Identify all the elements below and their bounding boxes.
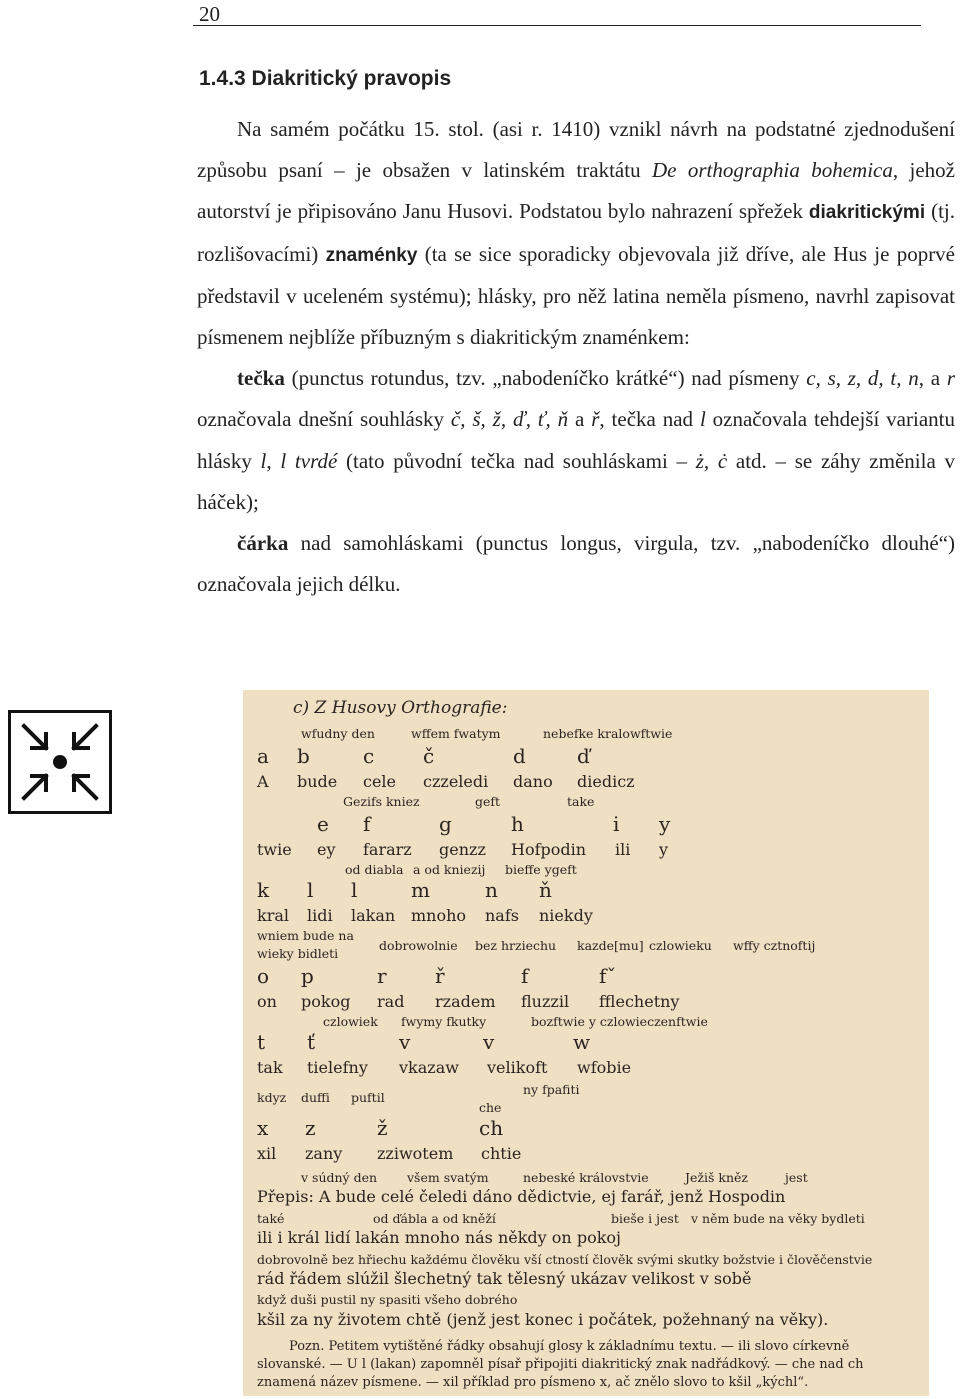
letter: fˇ — [599, 964, 617, 988]
gloss: take — [567, 794, 595, 809]
letter: g — [439, 812, 452, 836]
word: niekdy — [539, 906, 593, 925]
transcript-gloss: v súdný den — [301, 1170, 378, 1185]
gloss: puftil — [351, 1090, 385, 1105]
body-text — [197, 109, 955, 605]
letter: ť — [307, 1030, 316, 1054]
letter: z — [305, 1116, 316, 1140]
word: tak — [257, 1058, 283, 1077]
letter: n — [485, 878, 498, 902]
gloss: duffi — [301, 1090, 330, 1105]
letter: o — [257, 964, 270, 988]
letter: l — [351, 878, 358, 902]
transcript-gloss: nebeské královstvie — [523, 1170, 649, 1185]
transcript-gloss: v něm bude na věky bydleti — [691, 1211, 865, 1226]
word: bude — [297, 772, 338, 791]
letter: c — [363, 744, 375, 768]
word: zziwotem — [377, 1144, 454, 1163]
transcript-gloss: Ježiš kněz — [685, 1170, 748, 1185]
word: lidi — [307, 906, 333, 925]
gloss: czlowiek — [323, 1014, 378, 1029]
transcript-gloss: když duši pustil ny spasiti všeho dobrého — [257, 1292, 518, 1307]
transcript-line: Přepis: A bude celé čeledi dáno dědictvie, ej farář, jenž Hospodin — [257, 1187, 786, 1206]
gloss: kazde[mu] — [577, 938, 644, 953]
word: fararz — [363, 840, 412, 859]
paragraph-intro: Na samém počátku 15. stol. (asi r. 1410) vznikl návrh na podstatné zjednodušení způsobu psaní – je obsažen v latinském traktátu De orthographia bohemica, jehož autorství je připisováno Janu Husovi. Podstatou bylo nahrazení spřežek diakritickými (tj. rozlišovacími) znaménky (ta se sice sporadicky objevovala již dříve, ale Hus je poprvé představil v uceleném systému); hlásky, pro něž latina neměla písmeno, navrhl zapisovat písmenem nejblíže příbuzným s diakritickým znaménkem: — [197, 117, 956, 350]
word: cele — [363, 772, 397, 791]
word: ili — [615, 840, 631, 859]
letter: x — [257, 1116, 269, 1140]
gloss: bozftwie y czlowieczenftwie — [531, 1014, 708, 1029]
gloss: nebefke kralowftwie — [543, 726, 673, 741]
transcript-line: rád řádem slúžil šlechetný tak tělesný ukázav velikost v sobě — [257, 1269, 752, 1288]
word: dano — [513, 772, 553, 791]
word: zany — [305, 1144, 343, 1163]
paragraph-carka: čárka nad samohláskami (punctus longus, virgula, tzv. „nabodeníčko dlouhé“) označovala jejich délku. — [197, 531, 955, 597]
scan-note: Pozn. Petitem vytištěné řádky obsahují glosy k základnímu textu. — ili slovo církevně — [289, 1339, 850, 1354]
word: rzadem — [435, 992, 496, 1011]
scan-note: slovanské. — U l (lakan) zapomněl písař připojiti diakritický znak nadřádkový. — che nad ch — [257, 1357, 864, 1372]
letter: ř — [435, 964, 445, 988]
letter: ž — [377, 1116, 388, 1140]
word: pokog — [301, 992, 351, 1011]
word: twie — [257, 840, 292, 859]
word: kral — [257, 906, 289, 925]
transcript-gloss: od ďábla a od kněží — [373, 1211, 496, 1226]
gloss: wffy cztnoftij — [733, 938, 816, 953]
word: fflechetny — [599, 992, 680, 1011]
gloss: wffem fwatym — [411, 726, 501, 741]
letter: k — [257, 878, 270, 902]
word: wfobie — [577, 1058, 632, 1077]
word: on — [257, 992, 277, 1011]
transcript-line: kšil za ny životem chtě (jenž jest konec i počátek, požehnaný na věky). — [257, 1310, 829, 1329]
letter: m — [411, 878, 430, 902]
gloss: od diabla — [345, 862, 404, 877]
orthographia-scan — [243, 690, 929, 1396]
word: chtie — [481, 1144, 522, 1163]
letter: v — [483, 1030, 495, 1054]
gloss: geft — [475, 794, 501, 809]
transcript-gloss: jest — [785, 1170, 808, 1185]
letter: y — [659, 812, 671, 836]
word: rad — [377, 992, 405, 1011]
gloss: wniem bude na — [257, 928, 354, 943]
letter: f — [521, 964, 529, 988]
letter: d — [513, 744, 526, 768]
header-rule — [193, 25, 921, 26]
transcript-gloss: také — [257, 1211, 285, 1226]
letter: e — [317, 812, 329, 836]
gloss: a od kniezij — [413, 862, 486, 877]
word: diedicz — [577, 772, 635, 791]
gloss: che — [479, 1100, 502, 1115]
gloss: bieffe ygeft — [505, 862, 577, 877]
word: lakan — [351, 906, 396, 925]
letter: ch — [479, 1116, 504, 1140]
word: fluzzil — [521, 992, 570, 1011]
word: A — [257, 772, 269, 791]
transcript-gloss: všem svatým — [407, 1170, 489, 1185]
gloss: dobrowolnie — [379, 938, 458, 953]
letter: ď — [577, 744, 590, 768]
page-number: 20 — [199, 2, 220, 26]
letter: p — [301, 964, 314, 988]
transcript-gloss: dobrovolně bez hřiechu každému člověku vší ctností člověk svými skutky božstvie i člověčenstvie — [257, 1252, 873, 1267]
word: czzeledi — [423, 772, 489, 791]
shrink-arrows-icon — [8, 710, 112, 814]
letter: t — [257, 1030, 266, 1054]
gloss: kdyz — [257, 1090, 287, 1105]
word: velikoft — [487, 1058, 548, 1077]
letter: č — [423, 744, 435, 768]
gloss: Gezifs kniez — [343, 794, 420, 809]
word: vkazaw — [399, 1058, 459, 1077]
word: ey — [317, 840, 336, 859]
scan-note: znamená název písmene. — xil příklad pro písmeno x, ač znělo slovo to kšil „kýchl“. — [257, 1375, 809, 1390]
scan-title: c) Z Husovy Orthografie: — [293, 698, 508, 718]
gloss: bez hrziechu — [475, 938, 557, 953]
word: y — [659, 840, 669, 859]
transcript-gloss: bieše i jest — [611, 1211, 679, 1226]
word: nafs — [485, 906, 519, 925]
word: genzz — [439, 840, 486, 859]
letter: b — [297, 744, 310, 768]
gloss: wfudny den — [301, 726, 375, 741]
gloss: ny fpafiti — [523, 1082, 580, 1097]
letter: a — [257, 744, 269, 768]
letter: r — [377, 964, 387, 988]
word: mnoho — [411, 906, 467, 925]
letter: f — [363, 812, 371, 836]
letter: l — [307, 878, 314, 902]
paragraph-tecka: tečka (punctus rotundus, tzv. „nabodeníčko krátké“) nad písmeny c, s, z, d, t, n, a r označovala dnešní souhlásky č, š, ž, ď, ť, ň a ř, tečka nad l označovala tehdejší variantu hlásky l, l tvrdé (tato původní tečka nad souhláskami – ż, ċ atd. – se záhy změnila v háček); — [197, 366, 955, 514]
transcript-line: ili i král lidí lakán mnoho nás někdy on pokoj — [257, 1228, 621, 1247]
letter: w — [573, 1030, 591, 1054]
gloss: wieky bidleti — [257, 946, 339, 961]
word: xil — [257, 1144, 277, 1163]
gloss: fwymy fkutky — [401, 1014, 487, 1029]
word: Hofpodin — [511, 840, 587, 859]
gloss: czlowieku — [649, 938, 712, 953]
letter: ň — [539, 878, 552, 902]
letter: i — [613, 812, 620, 836]
word: tielefny — [307, 1058, 368, 1077]
letter: v — [399, 1030, 411, 1054]
letter: h — [511, 812, 524, 836]
section-heading: 1.4.3 Diakritický pravopis — [199, 67, 452, 90]
